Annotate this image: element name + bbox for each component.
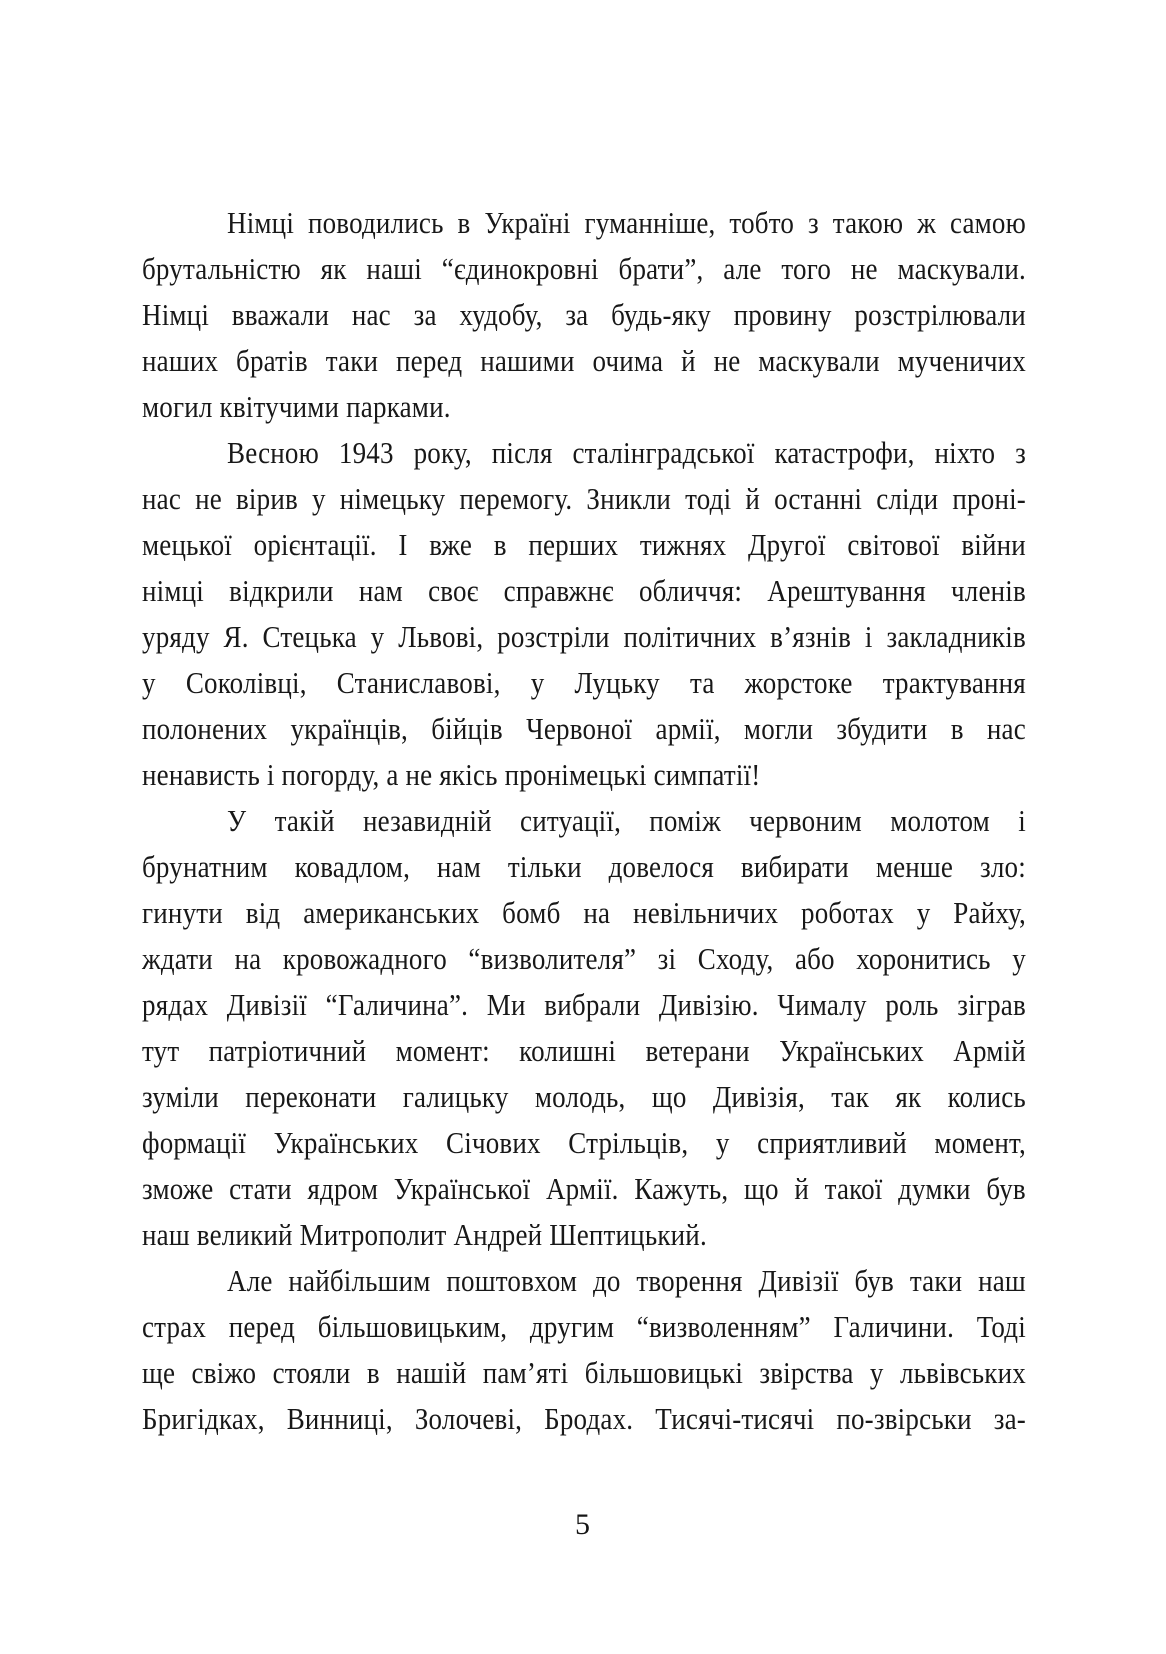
text-line: зможе стати ядром Української Армії. Кажуть, що й такої думки був <box>142 1172 1026 1206</box>
text-line: Німці вважали нас за худобу, за будь-яку провину розстрілювали <box>142 298 1026 332</box>
page-footer <box>0 1508 1166 1542</box>
text-line: У такій незавидній ситуації, поміж червоним молотом і <box>227 804 1026 838</box>
text-line: Але найбільшим поштовхом до творення Дивізії був таки наш <box>227 1264 1026 1298</box>
text-line: Німці поводились в Україні гуманніше, тобто з такою ж самою <box>227 206 1026 240</box>
text-line: брунатним ковадлом, нам тільки довелося вибирати менше зло: <box>142 850 1026 884</box>
paragraph-1 <box>142 200 1026 430</box>
text-line: зуміли переконати галицьку молодь, що Дивізія, так як колись <box>142 1080 1026 1114</box>
text-line: брутальністю як наші “єдинокровні брати”, але того не маскували. <box>142 252 1026 286</box>
text-line: нас не вірив у німецьку перемогу. Зникли тоді й останні сліди проні- <box>142 482 1026 516</box>
text-line: рядах Дивізії “Галичина”. Ми вибрали Дивізію. Чималу роль зіграв <box>142 988 1026 1022</box>
text-line: тут патріотичний момент: колишні ветерани Українських Армій <box>142 1034 1026 1068</box>
text-line: ждати на кровожадного “визволителя” зі Сходу, або хоронитись у <box>142 942 1026 976</box>
text-line: страх перед більшовицьким, другим “визволенням” Галичини. Тоді <box>142 1310 1026 1344</box>
text-line: Бригідках, Винниці, Золочеві, Бродах. Тисячі-тисячі по-звірськи за- <box>142 1402 1026 1436</box>
text-line: наш великий Митрополит Андрей Шептицький. <box>142 1218 707 1252</box>
text-line: гинути від американських бомб на невільничих роботах у Райху, <box>142 896 1026 930</box>
text-line: ненависть і погорду, а не якісь пронімецькі симпатії! <box>142 758 761 792</box>
page-text-block <box>142 200 1026 1442</box>
text-line: ще свіжо стояли в нашій пам’яті більшовицькі звірства у львівських <box>142 1356 1026 1390</box>
text-line: мецької орієнтації. І вже в перших тижнях Другої світової війни <box>142 528 1026 562</box>
text-line: уряду Я. Стецька у Львові, розстріли політичних в’язнів і закладників <box>142 620 1026 654</box>
text-line: полонених українців, бійців Червоної армії, могли збудити в нас <box>142 712 1026 746</box>
text-line: німці відкрили нам своє справжнє обличчя: Арештування членів <box>142 574 1026 608</box>
page-number: 5 <box>575 1508 591 1541</box>
text-line: формації Українських Січових Стрільців, у сприятливий момент, <box>142 1126 1026 1160</box>
text-line: могил квітучими парками. <box>142 390 451 424</box>
text-line: у Соколівці, Станиславові, у Луцьку та жорстоке трактування <box>142 666 1026 700</box>
text-line: Весною 1943 року, після сталінградської катастрофи, ніхто з <box>227 436 1026 470</box>
paragraph-3 <box>142 798 1026 1258</box>
paragraph-4 <box>142 1258 1026 1442</box>
paragraph-2 <box>142 430 1026 798</box>
text-line: наших братів таки перед нашими очима й не маскували мученичих <box>142 344 1026 378</box>
